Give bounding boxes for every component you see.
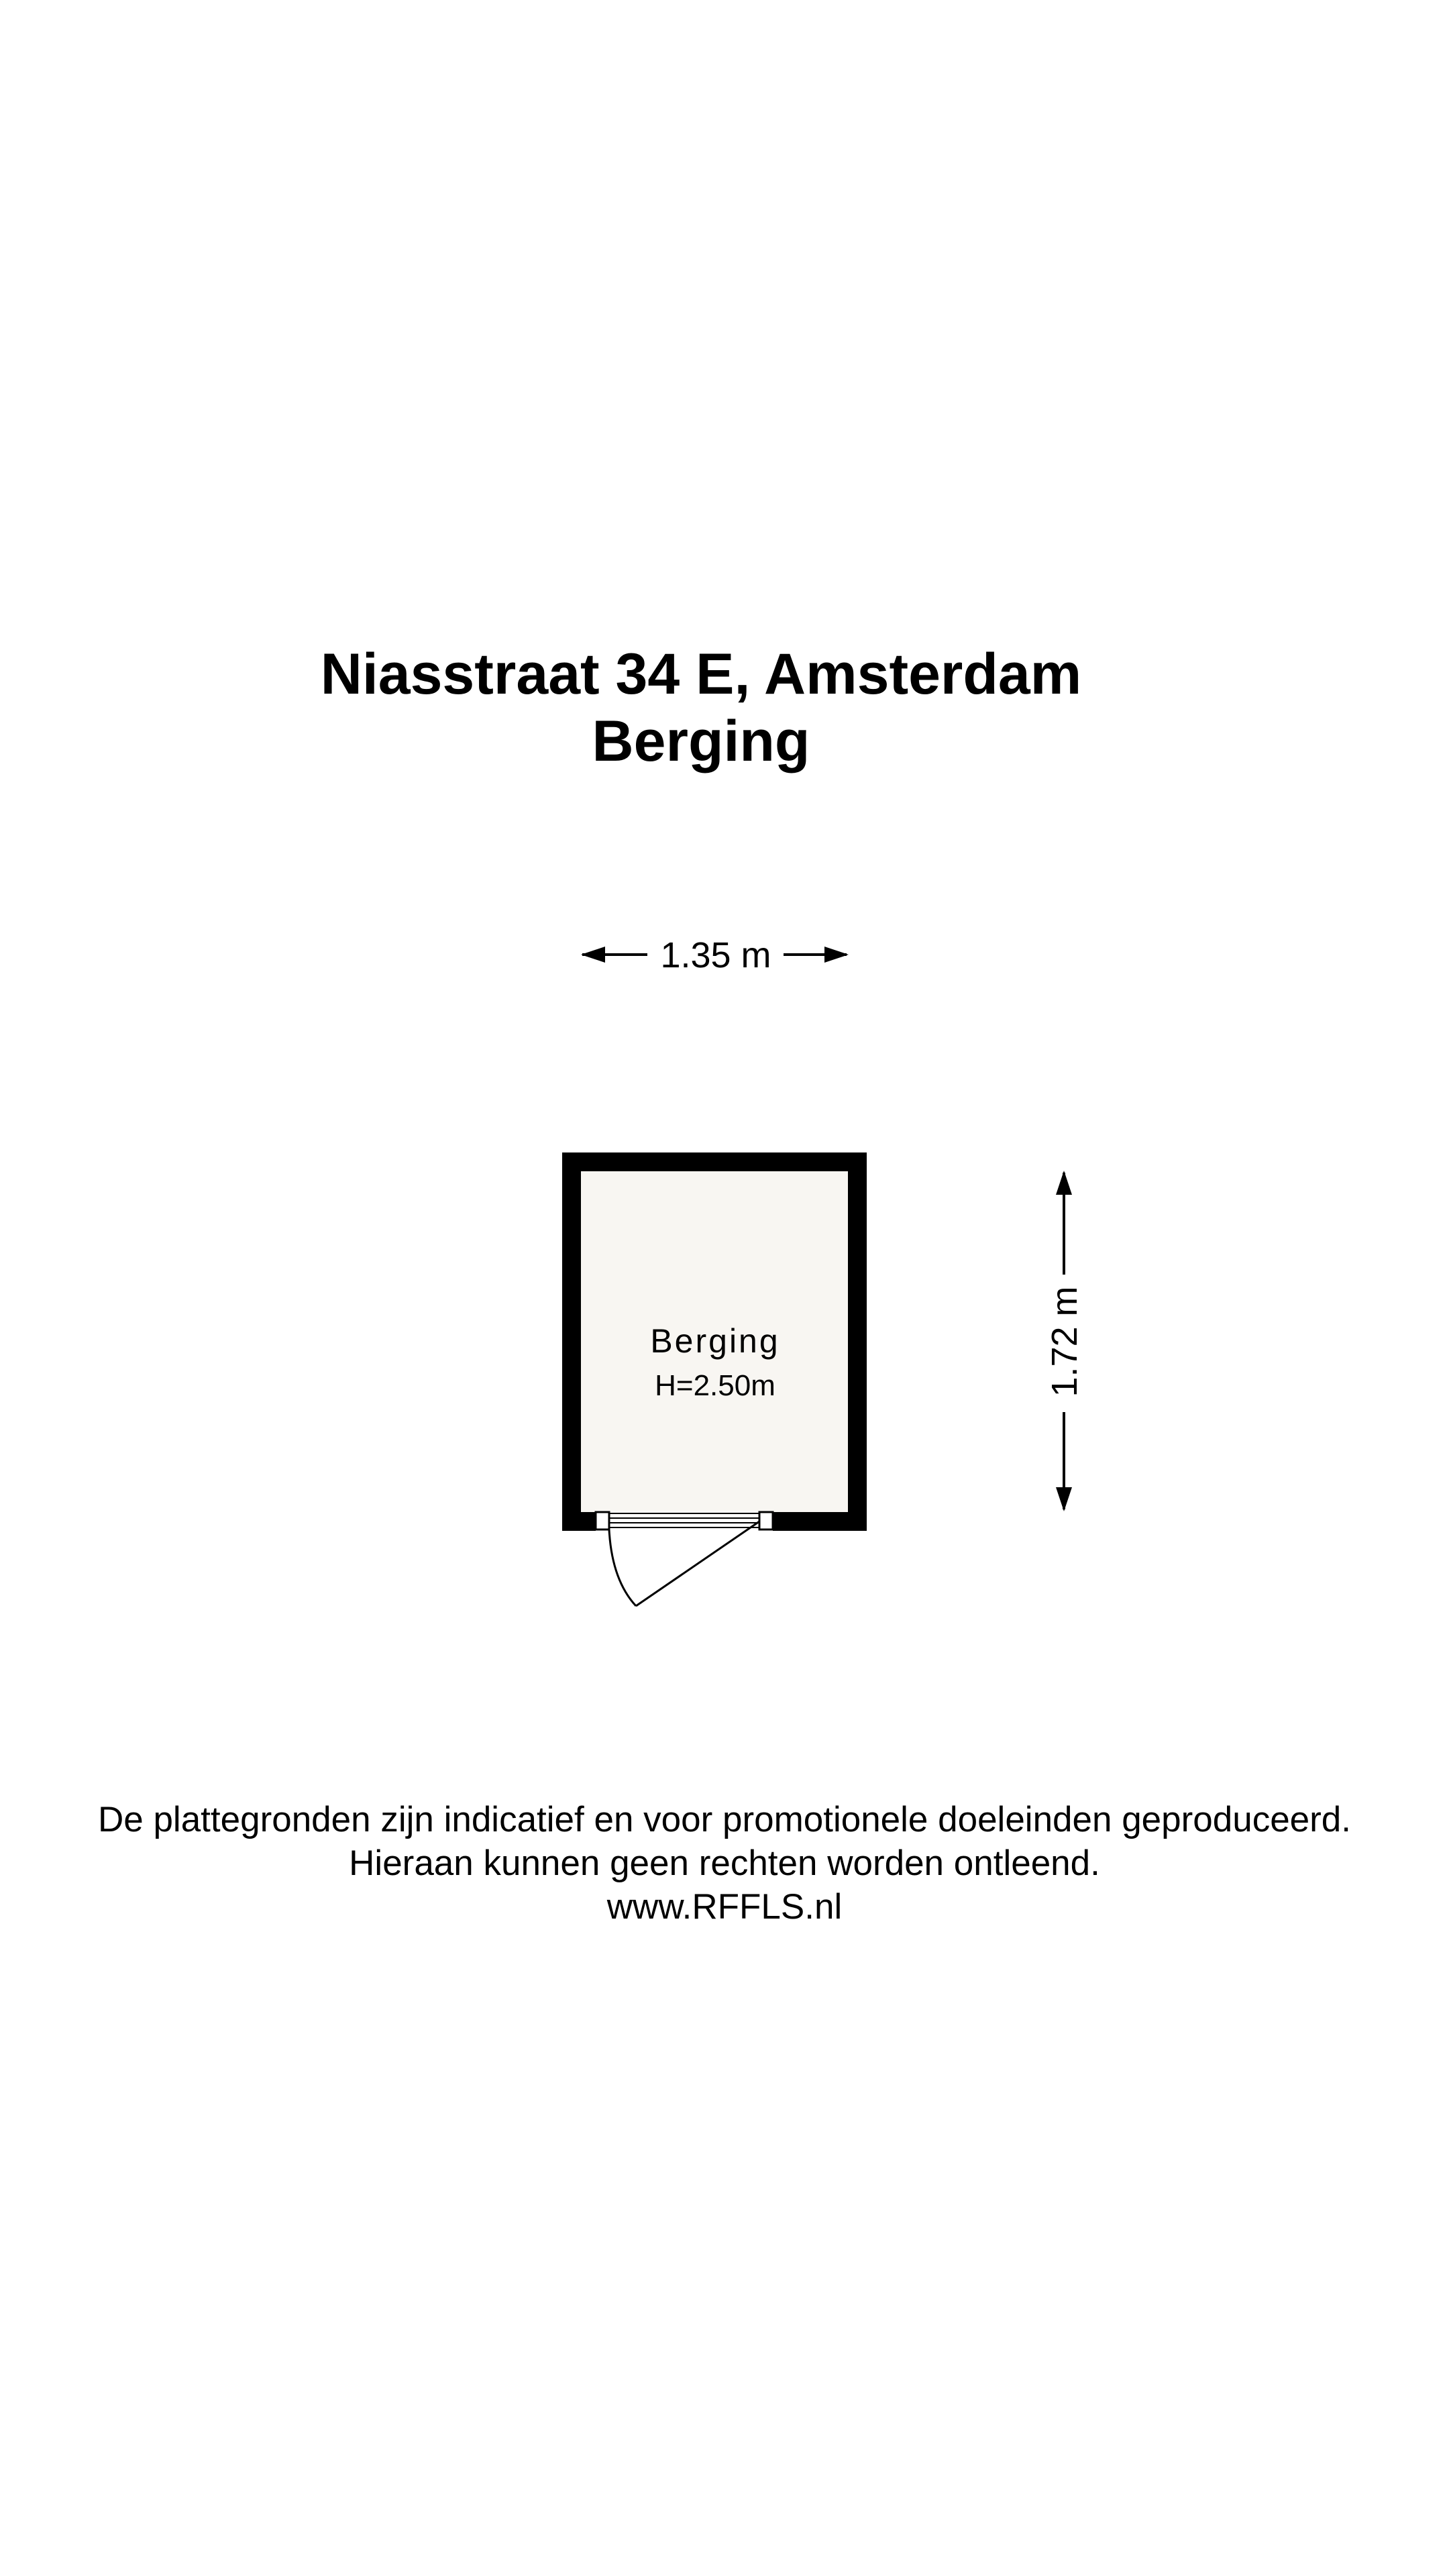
door-leaf — [636, 1521, 759, 1606]
room-name-label: Berging — [650, 1322, 780, 1360]
width-label: 1.35 m — [660, 935, 771, 975]
width-dimension — [581, 935, 849, 975]
width-arrowhead-left — [581, 947, 605, 963]
disclaimer — [0, 1798, 1449, 1929]
door-jamb-right — [759, 1512, 773, 1529]
depth-label: 1.72 m — [1044, 1286, 1085, 1397]
address-title: Niasstraat 34 E, Amsterdam — [320, 642, 1082, 706]
depth-arrowhead-bottom — [1056, 1487, 1072, 1511]
depth-arrowhead-top — [1056, 1171, 1072, 1195]
room-height-label: H=2.50m — [655, 1369, 775, 1402]
door-jamb-left — [596, 1512, 609, 1529]
door-swing-arc — [609, 1529, 636, 1606]
depth-dimension — [1044, 1171, 1085, 1511]
width-arrowhead-right — [824, 947, 849, 963]
disclaimer-line-1: De plattegronden zijn indicatief en voor promotionele doeleinden geproduceerd. — [97, 1800, 1352, 1839]
room-berging — [562, 1152, 867, 1606]
floor-title: Berging — [592, 709, 810, 773]
disclaimer-line-2: Hieraan kunnen geen rechten worden ontleend. — [349, 1843, 1100, 1883]
website-link[interactable]: www.RFFLS.nl — [606, 1887, 843, 1927]
